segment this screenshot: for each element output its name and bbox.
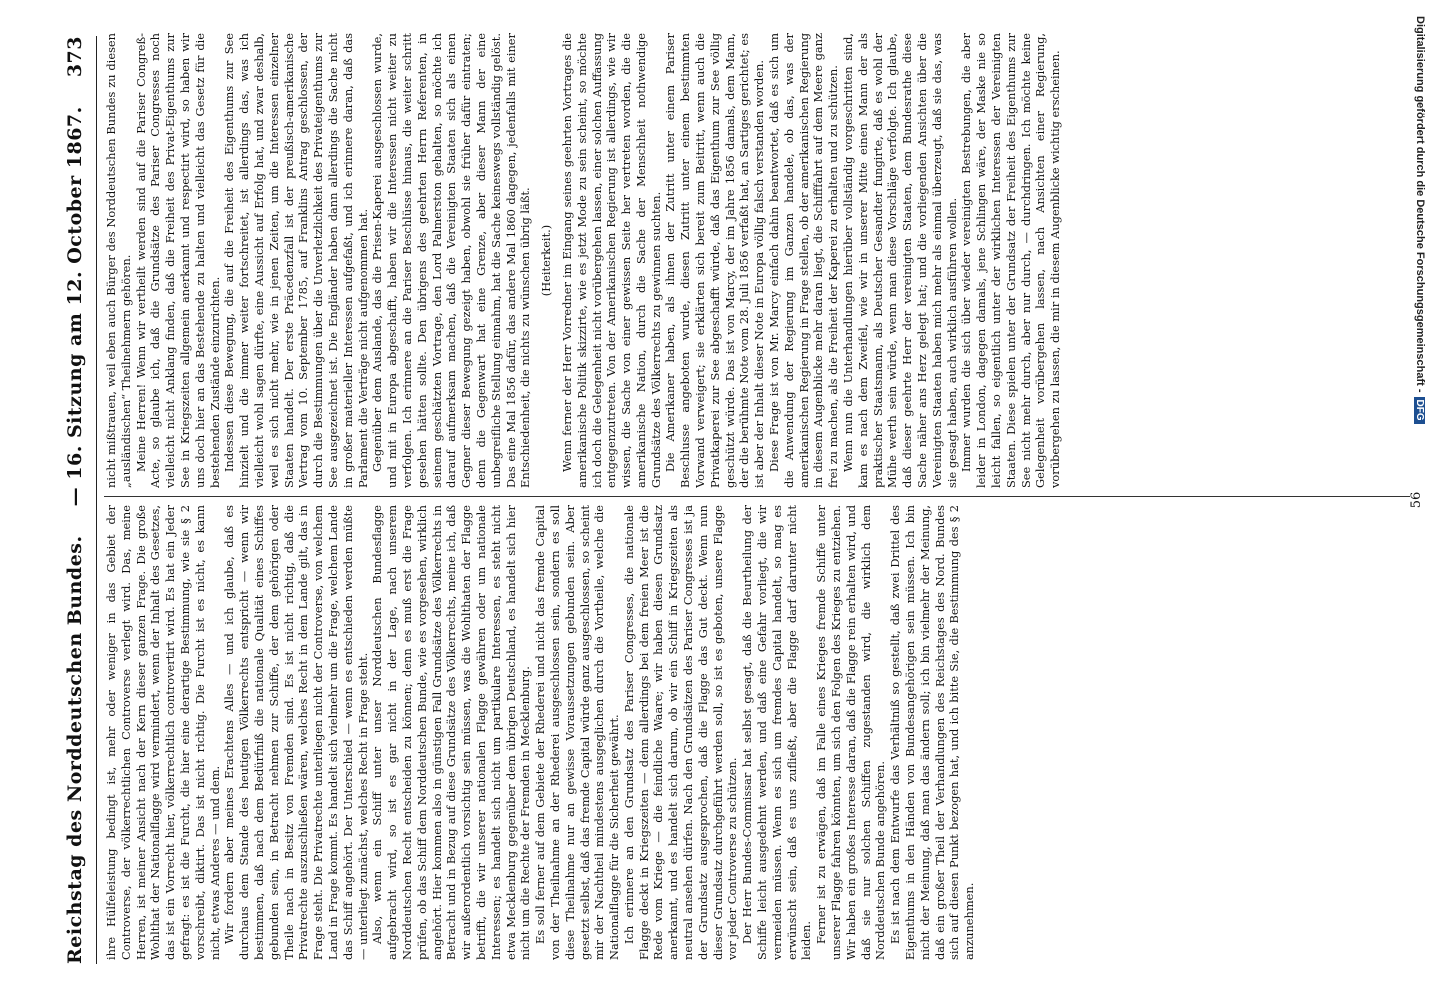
header-center: — 16. Sitzung am 12. October 1867. (64, 106, 86, 507)
page-number: 373 (64, 36, 86, 78)
paragraph: Ferner ist zu erwägen, daß im Falle eines Krieges fremde Schiffe unter unserer Flagge fahren könnten, um sich den Folgen des Krieges zu entziehen. Wir haben ein großes Interesse daran, daß die Flagge rein erhalten wird, und daß sie nur solchen Schiffen zugestanden wird, die wirklich dem Norddeutschen Bunde angehören. (814, 505, 888, 960)
paragraph: Meine Herren! Wenn wir vertheilt werden sind auf die Pariser Congreß-Acte, so glaube ich, daß die Grundsätze des Pariser Congresses noch vielleicht nicht Anklang finden, daß die Freiheit des Privat-Eigenthums zur See in Kriegszeiten allgemein anerkannt und respectirt wird, so haben wir uns doch hier an das Bestehende zu halten und vielleicht das Gesetz für die bestehenden Zustände einzurichten. (133, 33, 222, 488)
dfg-logo: DFG (1414, 397, 1425, 424)
paragraph: Ich erinnere an den Grundsatz des Pariser Congresses, die nationale Flagge deckt in Kriegszeiten — denn allerdings bei dem freien Meer ist die Rede vom Kriege — die feindliche Waare; wir haben diesen Grundsatz anerkannt, und es handelt sich darum, ob wir ein Schiff in Kriegszeiten als neutral ansehen dürfen. Nach den Grundsätzen des Pariser Congresses ist ja der Grundsatz ausgesprochen, daß die Flagge das Gut deckt. Wenn nun dieser Grundsatz durchgeführt werden soll, so ist es geboten, unsere Flagge vor jeder Controverse zu schützen. (621, 505, 740, 960)
paragraph: Gegenüber dem Auslande, das die Prisen-Kaperei ausgeschlossen wurde, und mit in Europa abgeschafft, haben wir die Interessen nicht weiter zu verfolgen. Ich erinnere an die Pariser Beschlüsse hinaus, die weiter schritt gesehen hätten sollte. Den übrigens des geehrten Herrn Referenten, in seinem geschätzten Vortrage, den Lord Palmerston gehalten, so möchte ich darauf aufmerksam machen, daß die Vereinigten Staaten sich als einen Gegner dieser Bewegung gezeigt haben, obwohl sie früher dafür eintraten; denn die Gegenwart hat eine Grenze, aber dieser Mann der eine unbegreifliche Stellung einnahm, hat die Sache keineswegs vollständig gelöst. Das eine Mal 1856 dafür, das andere Mal 1860 dagegen, jedenfalls mit einer Entschiedenheit, die nichts zu wünschen übrig läßt. (370, 33, 533, 488)
paragraph: Diese Frage ist von Mr. Marcy einfach dahin beantwortet, daß es sich um die Anwendung der Regierung im Ganzen handele, ob das, was der amerikanischen Regierung in Frage stellen, ob der amerikanischen Regierung in diesem Augenblicke mehr daran liegt, die Schifffahrt auf dem Meere ganz frei zu machen, als die Freiheit der Kaperei zu erhalten und zu schützen. (767, 33, 841, 488)
paragraph: Die Amerikaner haben, als ihnen der Zutritt unter einem Pariser Beschlusse angeboten wurde, diesen Zutritt unter einem bestimmten Vorwand verweigert; sie erklärten sich bereit zum Beitritt, wenn auch die Privatkaperei zur See abgeschafft würde, daß das Eigenthum zur See völlig geschützt würde. Das ist von Marcy, der im Jahre 1856 damals, dem Mann, der die berühmte Note vom 28. Juli 1856 verfaßt hat, an Sartiges gerichtet; es ist aber der Inhalt dieser Note in Europa völlig falsch verstanden worden. (663, 33, 767, 488)
interjection: (Heiterkeit.) (539, 224, 554, 297)
header-rule (96, 36, 97, 964)
paragraph: Wenn ferner der Herr Vorredner im Eingang seines geehrten Vortrages die amerikanische Politik skizzirte, wie es jetzt Mode zu sein scheint, so möchte ich doch die Gelegenheit nicht vorübergehen lassen, einer solchen Auffassung entgegenzutreten. Von der Amerikanischen Regierung ist allerdings, wie wir wissen, die Sache von einer gewissen Seite her vertreten worden, die die amerikanische Nation, durch die Sache der Menschheit nothwendige Grundsätze des Völkerrechts zu gewinnen suchten. (559, 33, 663, 488)
paragraph: Also, wenn ein Schiff unter unser Norddeutschen Bundesflagge aufgebracht wird, so ist es gar nicht in der Lage, nach unserem Norddeutschen Recht entscheiden zu können; denn es muß erst die Frage prüfen, ob das Schiff dem Norddeutschen Bunde, wie es vorgesehen, wirklich angehört. Hier kommen also in günstigen Fall Grundsätze des Völkerrechts in Betracht und in Bezug auf diese Grundsätze des Völkerrechts, meine ich, daß wir außerordentlich vorsichtig sein müssen, was die Wohlthaten der Flagge betrifft, die wir unserer nationalen Flagge gewähren oder um nationale Interessen; es handelt sich nicht um partikulare Interessen, es steht nicht etwa Mecklenburg gegenüber dem übrigen Deutschland, es handelt sich hier nicht um die Rechte der Fremden in Mecklenburg. (370, 505, 533, 960)
paragraph: Es ist nach dem Entwurfe das Verhältniß so gestellt, daß zwei Drittel des Eigenthums in den Händen von Bundesangehörigen sein müssen. Ich bin nicht der Meinung, daß man das ändern soll; ich bin vielmehr der Meinung, daß ein großer Theil der Verhandlungen des Reichstages des Nord. Bundes sich auf diesen Punkt bezogen hat, und ich bitte Sie, die Bestimmung des § 2 anzunehmen. (888, 505, 977, 960)
paragraph: Der Herr Bundes-Commissar hat selbst gesagt, daß die Beurtheilung der Schiffe leicht ausgedehnt werden, und daß eine Gefahr vorliegt, die wir vermeiden müssen. Wenn es sich um fremdes Capital handelt, so mag es erwünscht sein, daß es uns zufließt, aber die Flagge darf darunter nicht leiden. (740, 505, 814, 960)
column-separator (104, 496, 1410, 497)
paragraph: Indessen diese Bewegung, die auf die Freiheit des Eigenthums zur See hinzielt und die immer weiter fortschreitet, ist allerdings das, was ich vielleicht wohl sagen dürfte, eine Aussicht auf Erfolg hat, und zwar deshalb, weil es sich nicht mehr, wie in jenen Zeiten, um die Interessen einzelner Staaten handelt. Der erste Präcedenzfall ist der preußisch-amerikanische Vertrag vom 10. September 1785, auf Franklins Antrag geschlossen, der durch die Bestimmungen über die Unverletzlichkeit des Privateigenthums zur See ausgezeichnet ist. Die Engländer haben dann allerdings die Sache nicht in großer materieller Interessen aufgefaßt, und ich erinnere daran, daß das Parlament die Verträge nicht aufgenommen hat. (222, 33, 370, 488)
scanned-page (48, 0, 1432, 1000)
left-column (104, 505, 1410, 960)
paragraph: Es soll ferner auf dem Gebiete der Rhederei und nicht das fremde Capital von der Theilnahme an der Rhederei ausgeschlossen sein, sondern es soll diese Theilnahme nur an gewisse Voraussetzungen gebunden sein. Aber gesetzt selbst, daß das fremde Capital würde ganz ausgeschlossen, so scheint mir der Nachtheil mindestens ausgeglichen durch die Vortheile, welche die Nationalflagge für die Sicherheit gewährt. (533, 505, 622, 960)
header-left: Reichstag des Norddeutschen Bundes. (64, 535, 86, 964)
running-head (64, 36, 92, 964)
digitization-credit (1410, 8, 1430, 992)
credit-text: Digitalisierung gefördert durch die Deutsche Forschungsgemeinschaft - (1414, 16, 1426, 393)
folio: 56 (1409, 491, 1424, 509)
paragraph: Immer wurden die sich über wieder vereinigten Bestrebungen, die aber leider in London, dagegen damals, jene Schlingen wäre, der Maske nie so leicht fallen, so eigentlich unter der wirklichen Interessen der Vereinigten Staaten. Diese spielen unter der Grundsatz der Freiheit des Eigenthums zur See nicht mehr durch, aber nur durch, — durchdringen. Ich möchte keine Gelegenheit vorübergehen lassen, nach Ansichten einer Regierung, vorübergehen zu lassen, die mir in diesem Augenblicke wichtig erscheinen. (959, 33, 1063, 488)
paragraph: ihre Hülfeleistung bedingt ist, mehr oder weniger in das Gebiet der Controverse, der völkerrechtlichen Controverse verlegt wird. Das, meine Herren, ist meiner Ansicht nach der Kern dieser ganzen Frage. Die große Wohlthat der Nationalflagge wird vermindert, wenn der Inhalt des Gesetzes, das ist ein Vorrecht hier, völkerrechtlich controvertirt wird. Es hat ein Jeder gefragt: es ist die Furcht, die hier eine derartige Bestimmung, wie sie § 2 vorschreibt, diktirt. Das ist nicht richtig. Die Furcht ist es nicht, es kann nicht, etwas Anderes — und dem. (104, 505, 222, 960)
right-column (104, 33, 1410, 488)
paragraph: nicht mißtrauen, weil eben auch Bürger des Norddeutschen Bundes zu diesen „ausländischen“ Theilnehmern gehören. (104, 33, 133, 488)
paragraph: Wir fordern aber meines Erachtens Alles — und ich glaube, daß es durchaus dem Stande des heutigen Völkerrechts entspricht — wenn wir bestimmen, daß nach dem Bedürfniß die nationale Qualität eines Schiffes gebunden sein, in Betracht nehmen zur Schiffe, der dem gehörigen oder Theile nach in Besitz von Fremden sind. Es ist nicht richtig, daß die Privatrechte auszuschließen wären, welches Recht in dem Lande gilt, das in Frage steht. Die Privatrechte unterliegen nicht der Controverse, von welchem Land in Frage kommt. Es handelt sich vielmehr um die Frage, welchem Lande das Schiff angehört. Der Unterschied — wenn es entschieden werden müßte — unterliegt zunächst, welches Recht in Frage steht. (222, 505, 370, 960)
paragraph: Wenn nun die Unterhandlungen hierüber vollständig vorgeschritten sind, kam es nach dem Zweifel, wie wir in unserer Mitte einen Mann der als praktischer Staatsmann, als Deutscher Gesandter fungirte, daß es wohl der Mühe werth sein würde, wenn man diese Vorschläge verfolgte. Ich glaube, daß dieser geehrte Herr der vereinigten Staaten, dem Bundesrathe diese Sache näher ans Herz gelegt hat; und die vorliegenden Ansichten über die Vereinigten Staaten haben mich mehr als einmal überzeugt, daß sie das, was sie gesagt haben, auch wirklich ausführen wollen. (841, 33, 959, 488)
